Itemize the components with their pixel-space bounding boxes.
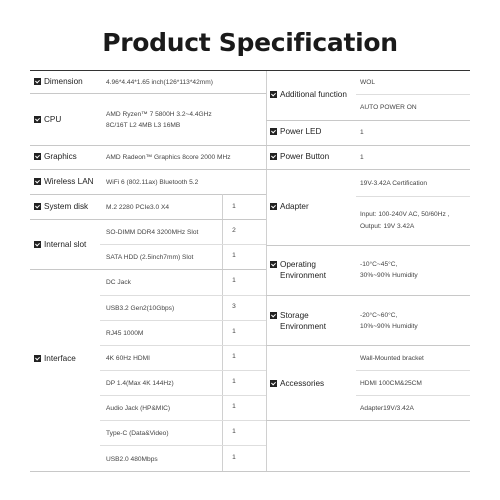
operating-env-value-line1: -10°C~45°C, [360, 261, 398, 268]
row-divider [30, 269, 266, 270]
row-divider [266, 295, 470, 296]
interface-qty: 3 [232, 303, 236, 310]
checkbox-icon [34, 78, 41, 85]
checkbox-icon [270, 380, 277, 387]
accessories-item: Wall-Mounted bracket [360, 355, 424, 362]
storage-env-label-line2: Environment [280, 322, 326, 331]
power-button-value: 1 [360, 154, 364, 161]
row-divider [100, 295, 266, 296]
row-divider [266, 145, 470, 146]
wireless-value: WiFi 6 (802.11ax) Bluetooth 5.2 [106, 179, 199, 186]
checkbox-icon [34, 153, 41, 160]
bottom-rule [30, 471, 470, 472]
interface-qty: 1 [232, 353, 236, 360]
interface-item: RJ45 1000M [106, 330, 144, 337]
adapter-label: Adapter [270, 201, 309, 212]
operating-env-label: Operating [270, 259, 316, 270]
internal-slot-item: SO-DIMM DDR4 3200MHz Slot [106, 229, 199, 236]
operating-env-label-line2: Environment [280, 271, 326, 280]
row-divider [266, 169, 470, 170]
row-divider [356, 94, 470, 95]
page-title: Product Specification [102, 28, 398, 57]
column-divider [266, 71, 267, 471]
system-disk-label: System disk [34, 201, 88, 212]
additional-function-label: Additional function [270, 89, 347, 100]
interface-item: Audio Jack (HP&MIC) [106, 405, 171, 412]
row-divider [356, 196, 470, 197]
row-divider [30, 169, 266, 170]
interface-qty: 1 [232, 428, 236, 435]
interface-qty: 1 [232, 403, 236, 410]
row-divider [30, 219, 266, 220]
row-divider [100, 370, 266, 371]
checkbox-icon [34, 116, 41, 123]
interface-item: DC Jack [106, 279, 131, 286]
graphics-label: Graphics [34, 151, 77, 162]
dimension-label: Dimension [34, 76, 83, 87]
power-button-label: Power Button [270, 151, 329, 162]
adapter-value-line2: Input: 100-240V AC, 50/60Hz , [360, 211, 450, 218]
checkbox-icon [270, 312, 277, 319]
row-divider [266, 120, 470, 121]
checkbox-icon [34, 203, 41, 210]
accessories-item: Adapter19V/3.42A [360, 405, 414, 412]
row-divider [100, 320, 266, 321]
internal-slot-qty: 1 [232, 252, 236, 259]
additional-function-value-line2: AUTO POWER ON [360, 104, 417, 111]
interface-qty: 1 [232, 454, 236, 461]
graphics-value: AMD Radeon™ Graphics 8core 2000 MHz [106, 154, 231, 161]
checkbox-icon [270, 153, 277, 160]
storage-env-value-line1: -20°C~60°C, [360, 312, 398, 319]
checkbox-icon [270, 261, 277, 268]
system-disk-qty: 1 [232, 203, 236, 210]
power-led-value: 1 [360, 129, 364, 136]
interface-qty: 1 [232, 378, 236, 385]
interface-item: USB3.2 Gen2(10Gbps) [106, 305, 175, 312]
internal-slot-item: SATA HDD (2.5inch7mm) Slot [106, 254, 194, 261]
checkbox-icon [270, 91, 277, 98]
row-divider [356, 395, 470, 396]
interface-item: 4K 60Hz HDMI [106, 355, 150, 362]
internal-slot-qty: 2 [232, 227, 236, 234]
adapter-value-line3: Output: 19V 3.42A [360, 223, 415, 230]
checkbox-icon [34, 355, 41, 362]
row-divider [266, 420, 470, 421]
interface-item: Type-C (Data&Video) [106, 430, 169, 437]
row-divider [100, 395, 266, 396]
interface-qty: 1 [232, 328, 236, 335]
additional-function-value-line1: WOL [360, 79, 376, 86]
dimension-value: 4.96*4.44*1.65 inch(126*113*42mm) [106, 79, 213, 86]
row-divider [356, 370, 470, 371]
top-rule [30, 70, 470, 71]
accessories-label: Accessories [270, 378, 324, 389]
row-divider [100, 420, 266, 421]
row-divider [266, 245, 470, 246]
system-disk-value: M.2 2280 PCIe3.0 X4 [106, 204, 170, 211]
interface-item: USB2.0 480Mbps [106, 456, 158, 463]
power-led-label: Power LED [270, 126, 321, 137]
accessories-item: HDMI 100CM&25CM [360, 380, 422, 387]
row-divider [30, 145, 266, 146]
checkbox-icon [34, 241, 41, 248]
internal-slot-label: Internal slot [34, 239, 86, 250]
interface-label: Interface [34, 353, 76, 364]
cpu-value-line1: AMD Ryzen™ 7 5800H 3.2~4.4GHz [106, 111, 212, 118]
operating-env-value-line2: 30%~90% Humidity [360, 272, 418, 279]
checkbox-icon [270, 203, 277, 210]
row-divider [100, 345, 266, 346]
qty-column-divider [222, 194, 223, 471]
interface-qty: 1 [232, 277, 236, 284]
cpu-value-line2: 8C/16T L2 4MB L3 16MB [106, 122, 181, 129]
row-divider [100, 445, 266, 446]
row-divider [30, 194, 266, 195]
row-divider [266, 345, 470, 346]
checkbox-icon [270, 128, 277, 135]
storage-env-value-line2: 10%~90% Humidity [360, 323, 418, 330]
adapter-value-line1: 19V-3.42A Certification [360, 180, 428, 187]
checkbox-icon [34, 178, 41, 185]
row-divider [100, 244, 266, 245]
wireless-label: Wireless LAN [34, 176, 94, 187]
storage-env-label: Storage [270, 310, 309, 321]
cpu-label: CPU [34, 114, 61, 125]
row-divider [30, 93, 266, 94]
interface-item: DP 1.4(Max 4K 144Hz) [106, 380, 174, 387]
